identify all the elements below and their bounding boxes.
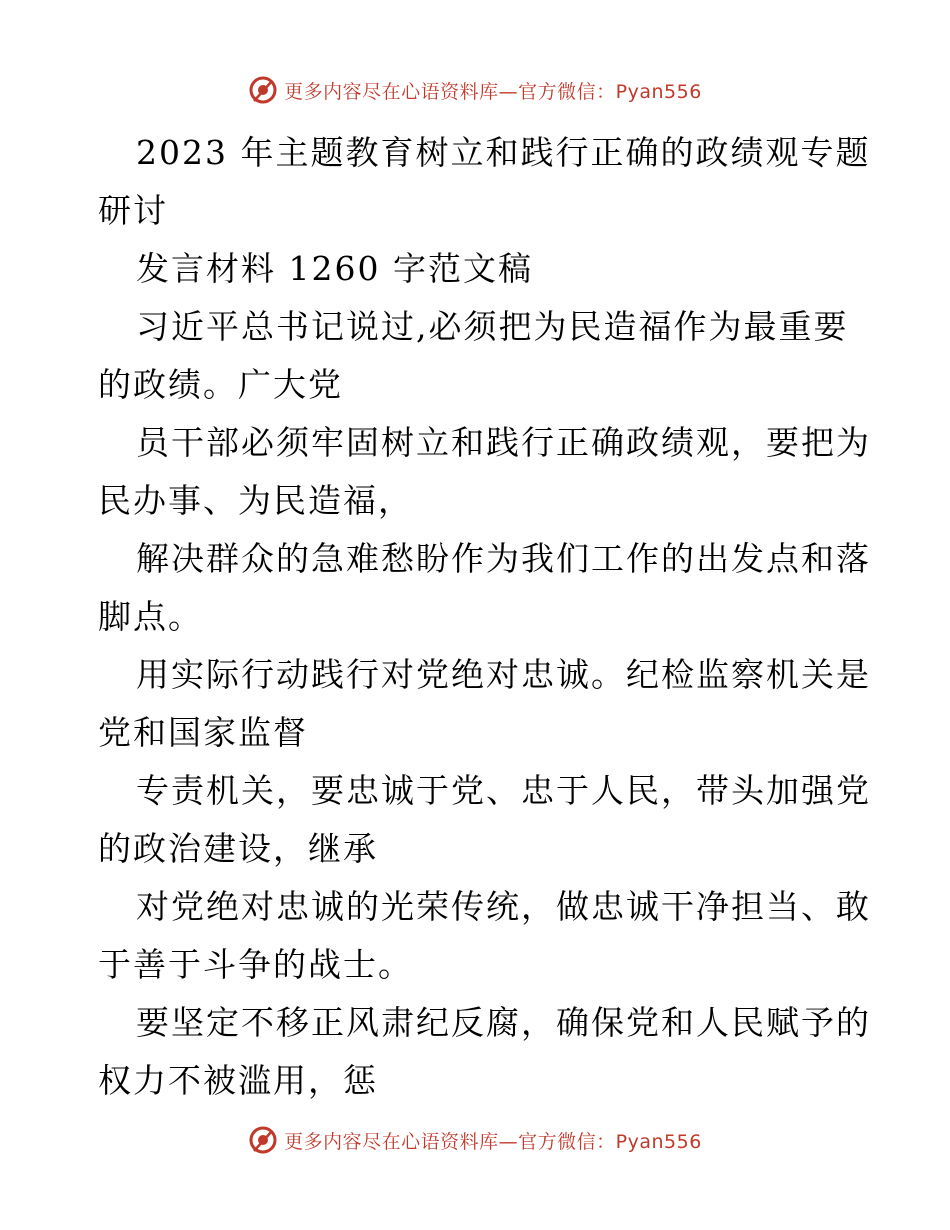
text-line: 习近平总书记说过,必须把为民造福作为最重要	[136, 307, 849, 346]
text-line: 要坚定不移正风肃纪反腐，确保党和人民赋予的	[136, 1003, 871, 1042]
text-line: 党和国家监督	[98, 713, 308, 752]
text-line: 对党绝对忠诚的光荣传统，做忠诚干净担当、敢	[136, 887, 871, 926]
text-line: 的政绩。广大党	[98, 365, 343, 404]
document-body	[98, 124, 871, 1110]
text-line: 发言材料 1260 字范文稿	[136, 249, 533, 288]
text-line: 权力不被滥用，惩	[98, 1061, 378, 1100]
text-line: 民办事、为民造福，	[98, 481, 413, 520]
logo-icon	[248, 75, 278, 105]
banner-text: 更多内容尽在心语资料库—官方微信：Pyan556	[284, 1130, 702, 1153]
text-line: 脚点。	[98, 597, 203, 636]
text-line: 员干部必须牢固树立和践行正确政绩观，要把为	[136, 423, 871, 462]
text-line: 的政治建设，继承	[98, 829, 378, 868]
banner-text: 更多内容尽在心语资料库—官方微信：Pyan556	[284, 80, 702, 103]
text-line: 解决群众的急难愁盼作为我们工作的出发点和落	[136, 539, 871, 578]
text-line: 于善于斗争的战士。	[98, 945, 413, 984]
text-line: 2023 年主题教育树立和践行正确的政绩观专题	[136, 133, 871, 172]
text-line: 研讨	[98, 191, 168, 230]
logo-icon	[248, 1125, 278, 1155]
text-line: 专责机关，要忠诚于党、忠于人民，带头加强党	[136, 771, 871, 810]
header-banner	[0, 72, 950, 108]
text-line: 用实际行动践行对党绝对忠诚。纪检监察机关是	[136, 655, 871, 694]
footer-banner	[0, 1122, 950, 1158]
